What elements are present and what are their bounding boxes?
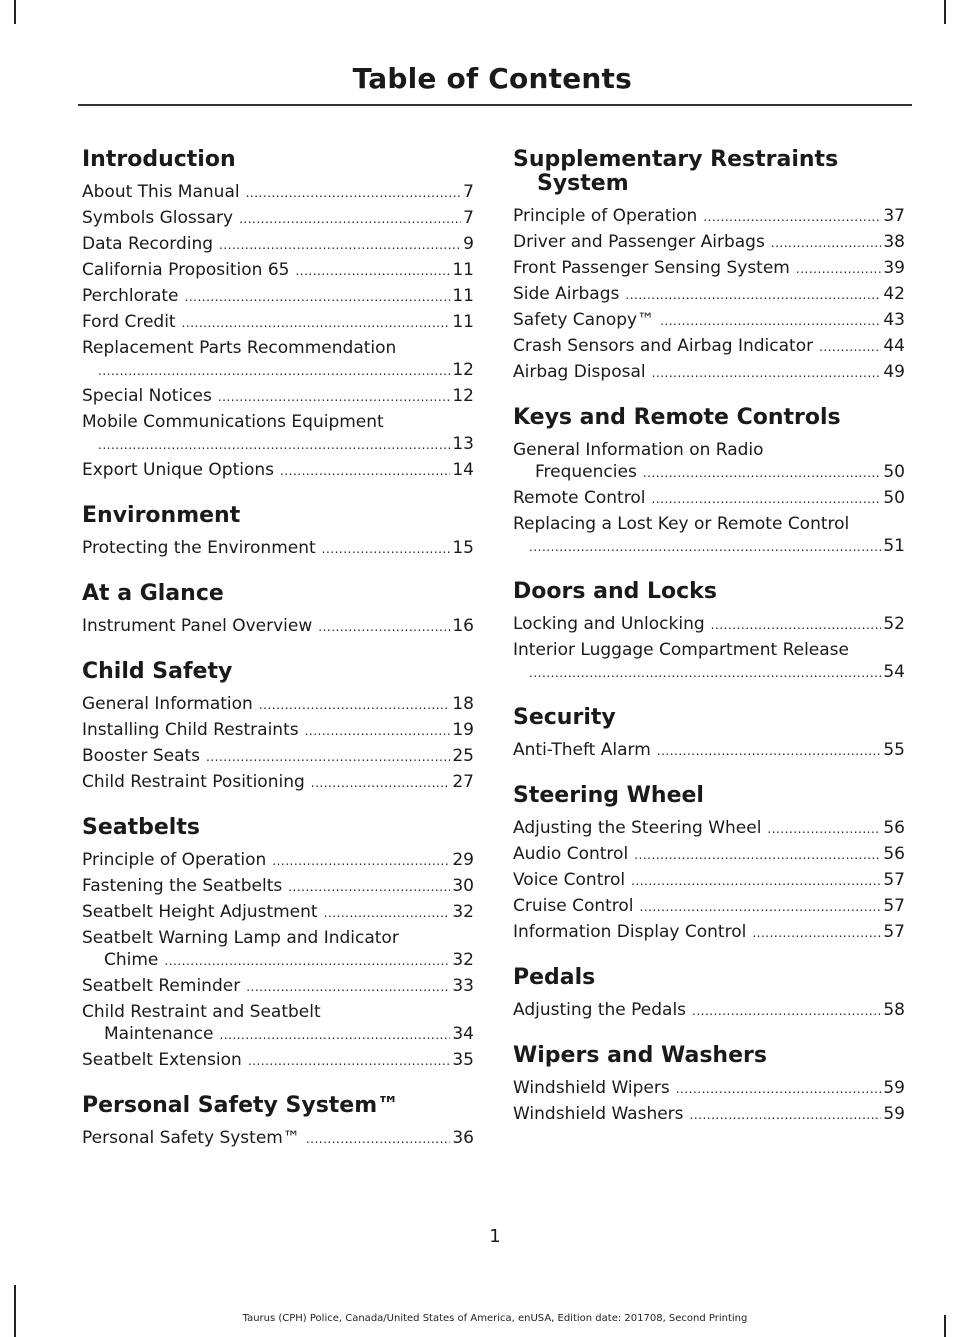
toc-entry[interactable]: California Proposition 65 ..... 11 [82, 258, 474, 284]
toc-entry[interactable]: Instrument Panel Overview ..... 16 [82, 614, 474, 640]
toc-entry[interactable]: Mobile Communications Equipment ..... 13 [82, 410, 474, 458]
toc-entry[interactable]: Airbag Disposal ..... 49 [513, 360, 905, 386]
dot-leader [246, 975, 450, 1000]
toc-entry[interactable]: Windshield Wipers ..... 59 [513, 1076, 905, 1102]
dot-leader [164, 949, 450, 974]
dot-leader [219, 233, 461, 258]
dot-leader [182, 311, 451, 336]
toc-entry[interactable]: Information Display Control ..... 57 [513, 920, 905, 946]
toc-entry[interactable]: Replacing a Lost Key or Remote Control ..... 51 [513, 512, 905, 560]
dot-leader [660, 309, 881, 334]
toc-entry[interactable]: Data Recording ..... 9 [82, 232, 474, 258]
toc-entry[interactable]: Adjusting the Pedals ..... 58 [513, 998, 905, 1024]
toc-entry[interactable]: Special Notices ..... 12 [82, 384, 474, 410]
dot-leader [692, 999, 881, 1024]
dot-leader [322, 537, 451, 562]
toc-entry[interactable]: Ford Credit ..... 11 [82, 310, 474, 336]
dot-leader [239, 207, 461, 232]
toc-entry[interactable]: Audio Control ..... 56 [513, 842, 905, 868]
toc-entry[interactable]: Driver and Passenger Airbags ..... 38 [513, 230, 905, 256]
toc-entry[interactable]: Export Unique Options ..... 14 [82, 458, 474, 484]
dot-leader [306, 1127, 451, 1152]
dot-leader [640, 895, 882, 920]
section-heading-seatbelts: Seatbelts [82, 815, 200, 840]
toc-entry[interactable]: Child Restraint Positioning ..... 27 [82, 770, 474, 796]
toc-entry[interactable]: Remote Control ..... 50 [513, 486, 905, 512]
edition-footer: Taurus (CPH) Police, Canada/United States of America, enUSA, Edition date: 201708, Second Printing [242, 1313, 748, 1324]
header-divider [78, 104, 912, 106]
dot-leader [767, 817, 881, 842]
section-heading-doors-and-locks: Doors and Locks [513, 579, 717, 604]
toc-entry[interactable]: Booster Seats ..... 25 [82, 744, 474, 770]
section-heading-security: Security [513, 705, 616, 730]
toc-entry[interactable]: Adjusting the Steering Wheel ..... 56 [513, 816, 905, 842]
section-heading-at-a-glance: At a Glance [82, 581, 224, 606]
section-heading-environment: Environment [82, 503, 241, 528]
toc-entry[interactable]: Crash Sensors and Airbag Indicator ..... 44 [513, 334, 905, 360]
dot-leader [98, 433, 450, 458]
dot-leader [657, 739, 882, 764]
dot-leader [819, 335, 881, 360]
dot-leader [652, 361, 882, 386]
toc-entry[interactable]: Seatbelt Extension ..... 35 [82, 1048, 474, 1074]
toc-entry[interactable]: Principle of Operation ..... 37 [513, 204, 905, 230]
toc-entry[interactable]: Symbols Glossary ..... 7 [82, 206, 474, 232]
dot-leader [703, 205, 881, 230]
section-heading-personal-safety-system: Personal Safety System™ [82, 1093, 400, 1118]
dot-leader [185, 285, 451, 310]
toc-right-column [513, 140, 905, 1128]
toc-entry[interactable]: Protecting the Environment ..... 15 [82, 536, 474, 562]
dot-leader [771, 231, 882, 256]
dot-leader [711, 613, 882, 638]
dot-leader [643, 461, 882, 486]
dot-leader [280, 459, 450, 484]
dot-leader [324, 901, 451, 926]
toc-entry[interactable]: Front Passenger Sensing System ..... 39 [513, 256, 905, 282]
section-heading-pedals: Pedals [513, 965, 596, 990]
toc-entry[interactable]: Interior Luggage Compartment Release ..... 54 [513, 638, 905, 686]
toc-entry[interactable]: About This Manual ..... 7 [82, 180, 474, 206]
dot-leader [529, 661, 881, 686]
dot-leader [752, 921, 881, 946]
dot-leader [631, 869, 881, 894]
toc-entry[interactable]: Installing Child Restraints ..... 19 [82, 718, 474, 744]
dot-leader [248, 1049, 451, 1074]
toc-left-column [82, 140, 474, 1152]
dot-leader [796, 257, 881, 282]
toc-entry[interactable]: Principle of Operation ..... 29 [82, 848, 474, 874]
dot-leader [311, 771, 451, 796]
dot-leader [259, 693, 451, 718]
toc-entry[interactable]: Personal Safety System™ ..... 36 [82, 1126, 474, 1152]
toc-entry[interactable]: Cruise Control ..... 57 [513, 894, 905, 920]
toc-entry[interactable]: Seatbelt Reminder ..... 33 [82, 974, 474, 1000]
dot-leader [651, 487, 881, 512]
toc-entry[interactable]: Seatbelt Warning Lamp and Indicator Chime ..... 32 [82, 926, 474, 974]
toc-entry[interactable]: Anti-Theft Alarm ..... 55 [513, 738, 905, 764]
dot-leader [634, 843, 881, 868]
dot-leader [218, 385, 451, 410]
toc-entry[interactable]: General Information on Radio Frequencies ..... 50 [513, 438, 905, 486]
section-heading-child-safety: Child Safety [82, 659, 233, 684]
page-number: 1 [489, 1226, 501, 1247]
toc-entry[interactable]: Fastening the Seatbelts ..... 30 [82, 874, 474, 900]
section-heading-wipers-and-washers: Wipers and Washers [513, 1043, 767, 1068]
dot-leader [272, 849, 450, 874]
dot-leader [295, 259, 450, 284]
toc-entry[interactable]: Locking and Unlocking ..... 52 [513, 612, 905, 638]
toc-entry[interactable]: General Information ..... 18 [82, 692, 474, 718]
toc-entry[interactable]: Safety Canopy™ ..... 43 [513, 308, 905, 334]
dot-leader [305, 719, 451, 744]
section-heading-keys-and-remote-controls: Keys and Remote Controls [513, 405, 841, 430]
toc-entry[interactable]: Seatbelt Height Adjustment ..... 32 [82, 900, 474, 926]
crop-mark-top-right [944, 0, 946, 24]
dot-leader [625, 283, 881, 308]
section-heading-supplementary-restraints-system: Supplementary Restraints System [513, 147, 839, 196]
dot-leader [690, 1103, 882, 1128]
page-title: Table of Contents [352, 62, 632, 95]
dot-leader [288, 875, 450, 900]
dot-leader [219, 1023, 450, 1048]
dot-leader [676, 1077, 882, 1102]
toc-entry[interactable]: Child Restraint and Seatbelt Maintenance ..... 34 [82, 1000, 474, 1048]
section-heading-introduction: Introduction [82, 147, 236, 172]
dot-leader [246, 181, 462, 206]
dot-leader [98, 359, 450, 384]
toc-entry[interactable]: Side Airbags ..... 42 [513, 282, 905, 308]
toc-entry[interactable]: Voice Control ..... 57 [513, 868, 905, 894]
dot-leader [206, 745, 450, 770]
toc-entry[interactable]: Perchlorate ..... 11 [82, 284, 474, 310]
toc-entry[interactable]: Windshield Washers ..... 59 [513, 1102, 905, 1128]
dot-leader [529, 535, 881, 560]
crop-mark-bottom-left [14, 1285, 16, 1337]
section-heading-steering-wheel: Steering Wheel [513, 783, 704, 808]
crop-mark-top-left [14, 0, 16, 24]
toc-entry[interactable]: Replacement Parts Recommendation ..... 12 [82, 336, 474, 384]
dot-leader [318, 615, 450, 640]
